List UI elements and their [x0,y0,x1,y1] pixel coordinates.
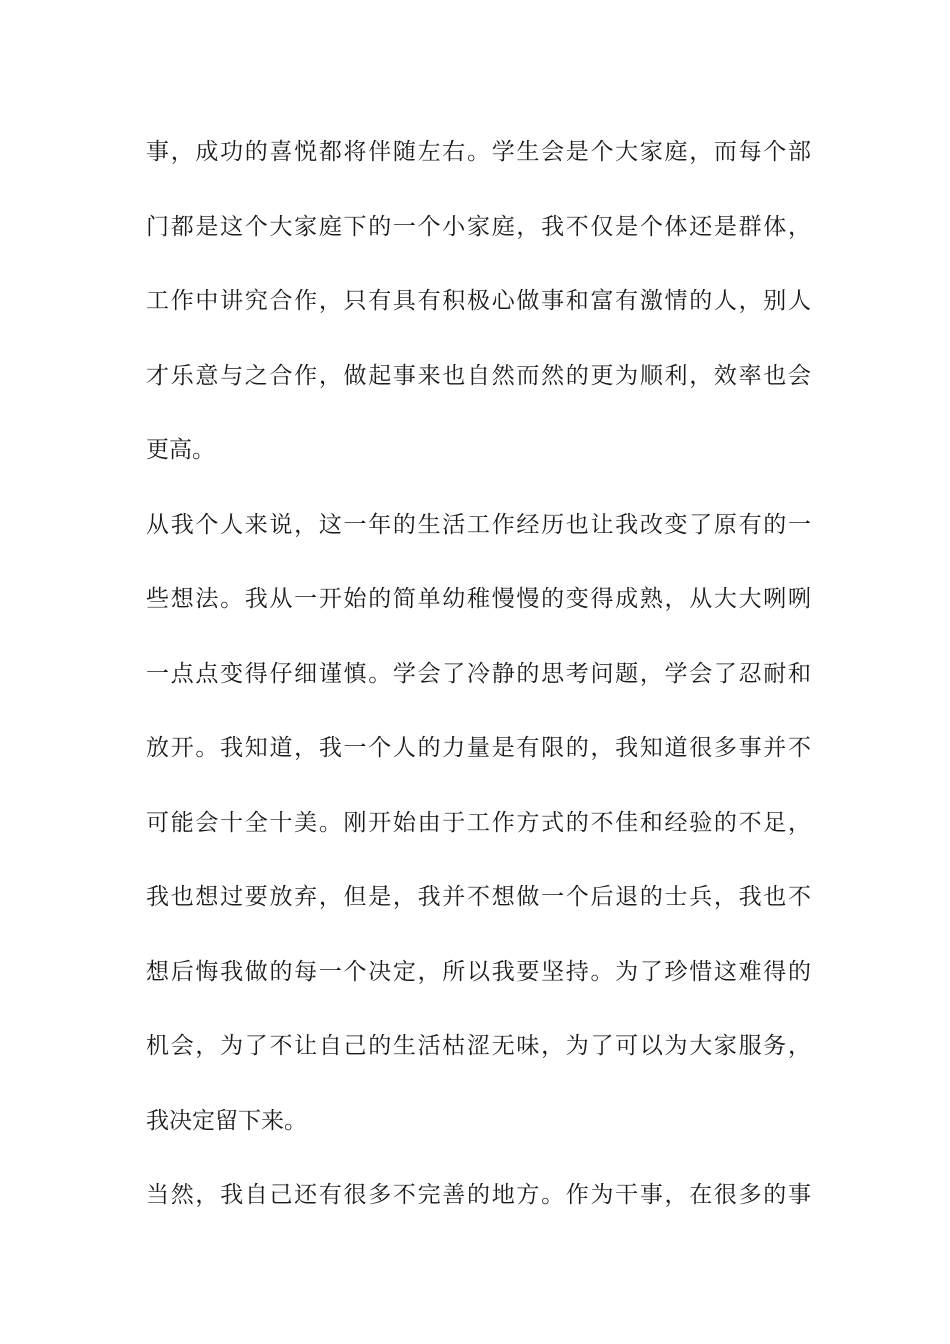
text-line: 从我个人来说，这一年的生活工作经历也让我改变了原有的一 [146,512,811,538]
text-line: 事，成功的喜悦都将伴随左右。学生会是个大家庭，而每个部 [146,139,811,165]
text-line: 放开。我知道，我一个人的力量是有限的，我知道很多事并不 [146,735,811,761]
text-line: 我决定留下来。 [146,1108,307,1134]
text-line: 工作中讲究合作，只有具有积极心做事和富有激情的人，别人 [146,288,811,314]
text-line: 更高。 [146,437,215,463]
text-line: 才乐意与之合作，做起事来也自然而然的更为顺利，效率也会 [146,363,811,389]
text-line: 些想法。我从一开始的简单幼稚慢慢的变得成熟，从大大咧咧 [146,586,811,612]
text-line: 可能会十全十美。刚开始由于工作方式的不佳和经验的不足， [146,810,811,836]
text-line: 机会，为了不让自己的生活枯涩无味，为了可以为大家服务， [146,1033,811,1059]
text-line: 想后悔我做的每一个决定，所以我要坚持。为了珍惜这难得的 [146,959,811,985]
text-line: 一点点变得仔细谨慎。学会了冷静的思考问题，学会了忍耐和 [146,661,811,687]
text-line: 门都是这个大家庭下的一个小家庭，我不仅是个体还是群体， [146,214,811,240]
text-line: 当然，我自己还有很多不完善的地方。作为干事，在很多的事 [146,1182,811,1208]
text-line: 我也想过要放弃，但是，我并不想做一个后退的士兵，我也不 [146,884,811,910]
